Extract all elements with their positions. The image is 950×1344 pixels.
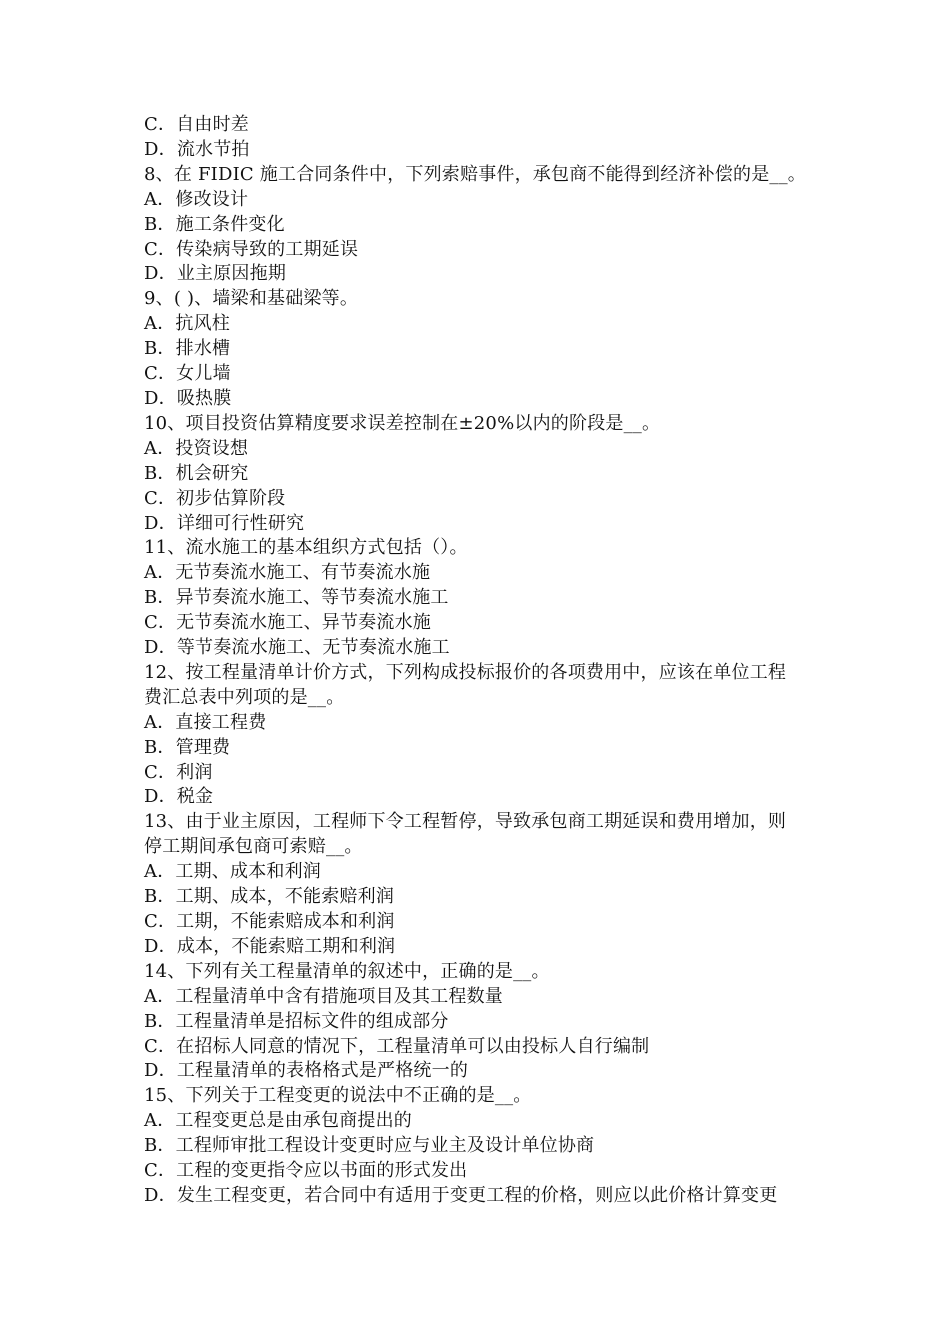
option-line: A．修改设计: [144, 188, 249, 210]
option-line: C．自由时差: [144, 114, 249, 135]
question-line-continued: 费汇总表中列项的是__。: [144, 686, 345, 708]
option-line: B．工程量清单是招标文件的组成部分: [144, 1010, 449, 1032]
option-line: C．女儿墙: [144, 363, 231, 385]
option-line: C．无节奏流水施工、异节奏流水施: [144, 612, 431, 634]
option-line: C．传染病导致的工期延误: [144, 238, 359, 260]
option-line: D．流水节拍: [144, 138, 250, 160]
option-line: A．直接工程费: [144, 711, 267, 733]
option-line: A．投资设想: [144, 437, 249, 459]
option-line: A．工期、成本和利润: [144, 861, 321, 883]
question-line: 12、按工程量清单计价方式，下列构成投标报价的各项费用中，应该在单位工程: [144, 661, 787, 683]
option-line: A．工程变更总是由承包商提出的: [144, 1110, 412, 1132]
question-line: 11、流水施工的基本组织方式包括（）。: [144, 537, 468, 559]
option-line: B．排水槽: [144, 338, 231, 360]
option-line: C．工期，不能索赔成本和利润: [144, 911, 395, 932]
option-line: C．工程的变更指令应以书面的形式发出: [144, 1160, 468, 1182]
option-line: D．等节奏流水施工、无节奏流水施工: [144, 637, 450, 659]
option-line: B．施工条件变化: [144, 213, 285, 235]
option-line: B．机会研究: [144, 462, 249, 484]
question-line: 10、项目投资估算精度要求误差控制在±20%以内的阶段是__。: [144, 412, 661, 434]
question-line: 8、在 FIDIC 施工合同条件中，下列索赔事件，承包商不能得到经济补偿的是__。: [144, 163, 807, 185]
option-line: C．在招标人同意的情况下，工程量清单可以由投标人自行编制: [144, 1035, 650, 1057]
question-line: 13、由于业主原因，工程师下令工程暂停，导致承包商工期延误和费用增加，则: [144, 811, 787, 833]
option-line: C．利润: [144, 761, 213, 783]
option-line: A．工程量清单中含有措施项目及其工程数量: [144, 985, 503, 1007]
option-line: D．业主原因拖期: [144, 263, 287, 285]
option-line: B．管理费: [144, 736, 231, 758]
option-line: D．税金: [144, 786, 214, 808]
option-line: B．工程师审批工程设计变更时应与业主及设计单位协商: [144, 1135, 595, 1157]
option-line: C．初步估算阶段: [144, 487, 286, 509]
question-line: 14、下列有关工程量清单的叙述中，正确的是__。: [144, 960, 550, 982]
question-line-continued: 停工期间承包商可索赔__。: [144, 836, 363, 858]
option-line: A．抗风柱: [144, 313, 230, 335]
document-body: [144, 113, 824, 1209]
question-line: 9、( )、墙梁和基础梁等。: [144, 288, 359, 310]
option-line: D．工程量清单的表格格式是严格统一的: [144, 1060, 469, 1082]
option-line: D．发生工程变更，若合同中有适用于变更工程的价格，则应以此价格计算变更: [144, 1184, 778, 1206]
option-line: D．详细可行性研究: [144, 512, 305, 534]
option-line: A．无节奏流水施工、有节奏流水施: [144, 562, 431, 584]
option-line: B．工期、成本，不能索赔利润: [144, 886, 395, 908]
option-line: D．成本，不能索赔工期和利润: [144, 935, 396, 957]
option-line: B．异节奏流水施工、等节奏流水施工: [144, 587, 449, 609]
option-line: D．吸热膜: [144, 387, 232, 409]
question-line: 15、下列关于工程变更的说法中不正确的是__。: [144, 1085, 532, 1107]
